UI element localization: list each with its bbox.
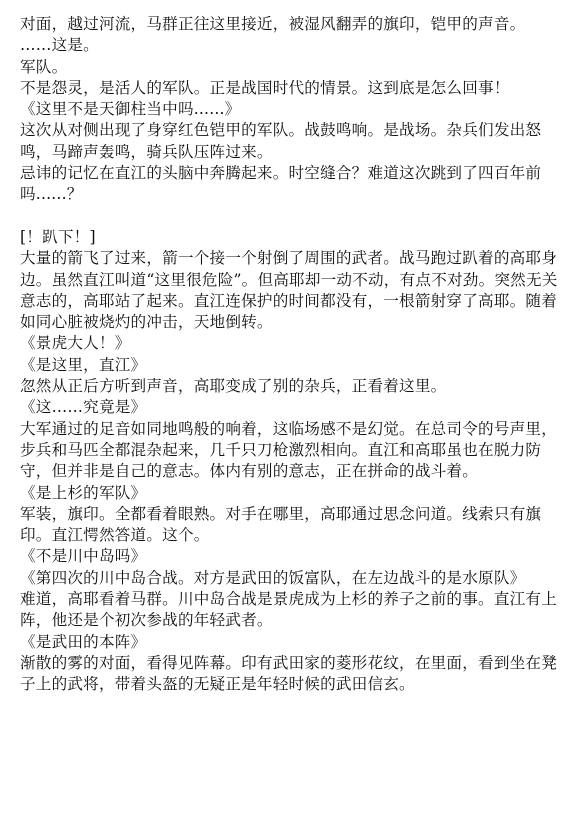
paragraph: 忌讳的记忆在直江的头脑中奔腾起来。时空缝合？难道这次跳到了四百年前吗......？ (20, 164, 542, 204)
document-page (20, 14, 560, 696)
paragraph: 《第四次的川中岛合战。对方是武田的饭富队，在左边战斗的是水原队》 (20, 568, 526, 587)
blank-line (20, 206, 560, 227)
paragraph: 这次从对侧出现了身穿红色铠甲的军队。战鼓鸣响。是战场。杂兵们发出怒鸣，马蹄声轰鸣，骑兵队压阵过来。 (20, 121, 542, 161)
paragraph: 忽然从正后方听到声音，高耶变成了别的杂兵，正看着这里。 (20, 377, 447, 396)
paragraph: 军装，旗印。全都看着眼熟。对手在哪里，高耶通过思念问道。线索只有旗印。直江愕然答道。这个。 (20, 504, 542, 545)
paragraph: 《不是川中岛吗》 (20, 547, 147, 566)
paragraph: 军队。 (20, 57, 68, 76)
paragraph: 《这里不是天御柱当中吗......》 (20, 100, 241, 119)
paragraph: [！趴下！] (20, 227, 96, 246)
paragraph: 不是怨灵，是活人的军队。正是战国时代的情景。这到底是怎么回事！ (20, 78, 510, 97)
paragraph: 《是上杉的军队》 (20, 483, 147, 502)
paragraph: 渐散的雾的对面，看得见阵幕。印有武田家的菱形花纹，在里面，看到坐在凳子上的武将，带着头盔的无疑正是年轻时候的武田信玄。 (20, 653, 557, 694)
paragraph: 大军通过的足音如同地鸣般的响着，这临场感不是幻觉。在总司令的号声里，步兵和马匹全都混杂起来，几千只刀枪激烈相向。直江和高耶虽也在脱力防守，但并非是自己的意志。体内有别的意志，正在拼命的战斗着。 (20, 419, 557, 481)
paragraph: 《这……究竟是》 (20, 398, 147, 417)
paragraph: 《是武田的本阵》 (20, 632, 147, 651)
paragraph: ……这是。 (20, 36, 99, 55)
paragraph: 《是这里，直江》 (20, 355, 147, 374)
paragraph: 对面，越过河流，马群正往这里接近，被湿风翻弄的旗印，铠甲的声音。 (20, 15, 526, 33)
paragraph: 《景虎大人！》 (20, 334, 131, 353)
paragraph: 大量的箭飞了过来，箭一个接一个射倒了周围的武者。战马跑过趴着的高耶身边。虽然直江叫道“这里很危险”。但高耶却一动不动，有点不对劲。突然无关意志的，高耶站了起来。直江连保护的时间都没有，一根箭射穿了高耶。随着如同心脏被烧灼的冲击，天地倒转。 (20, 249, 558, 332)
paragraph: 难道，高耶看着马群。川中岛合战是景虎成为上杉的养子之前的事。直江有上阵，他还是个初次参战的年轻武者。 (20, 590, 557, 630)
